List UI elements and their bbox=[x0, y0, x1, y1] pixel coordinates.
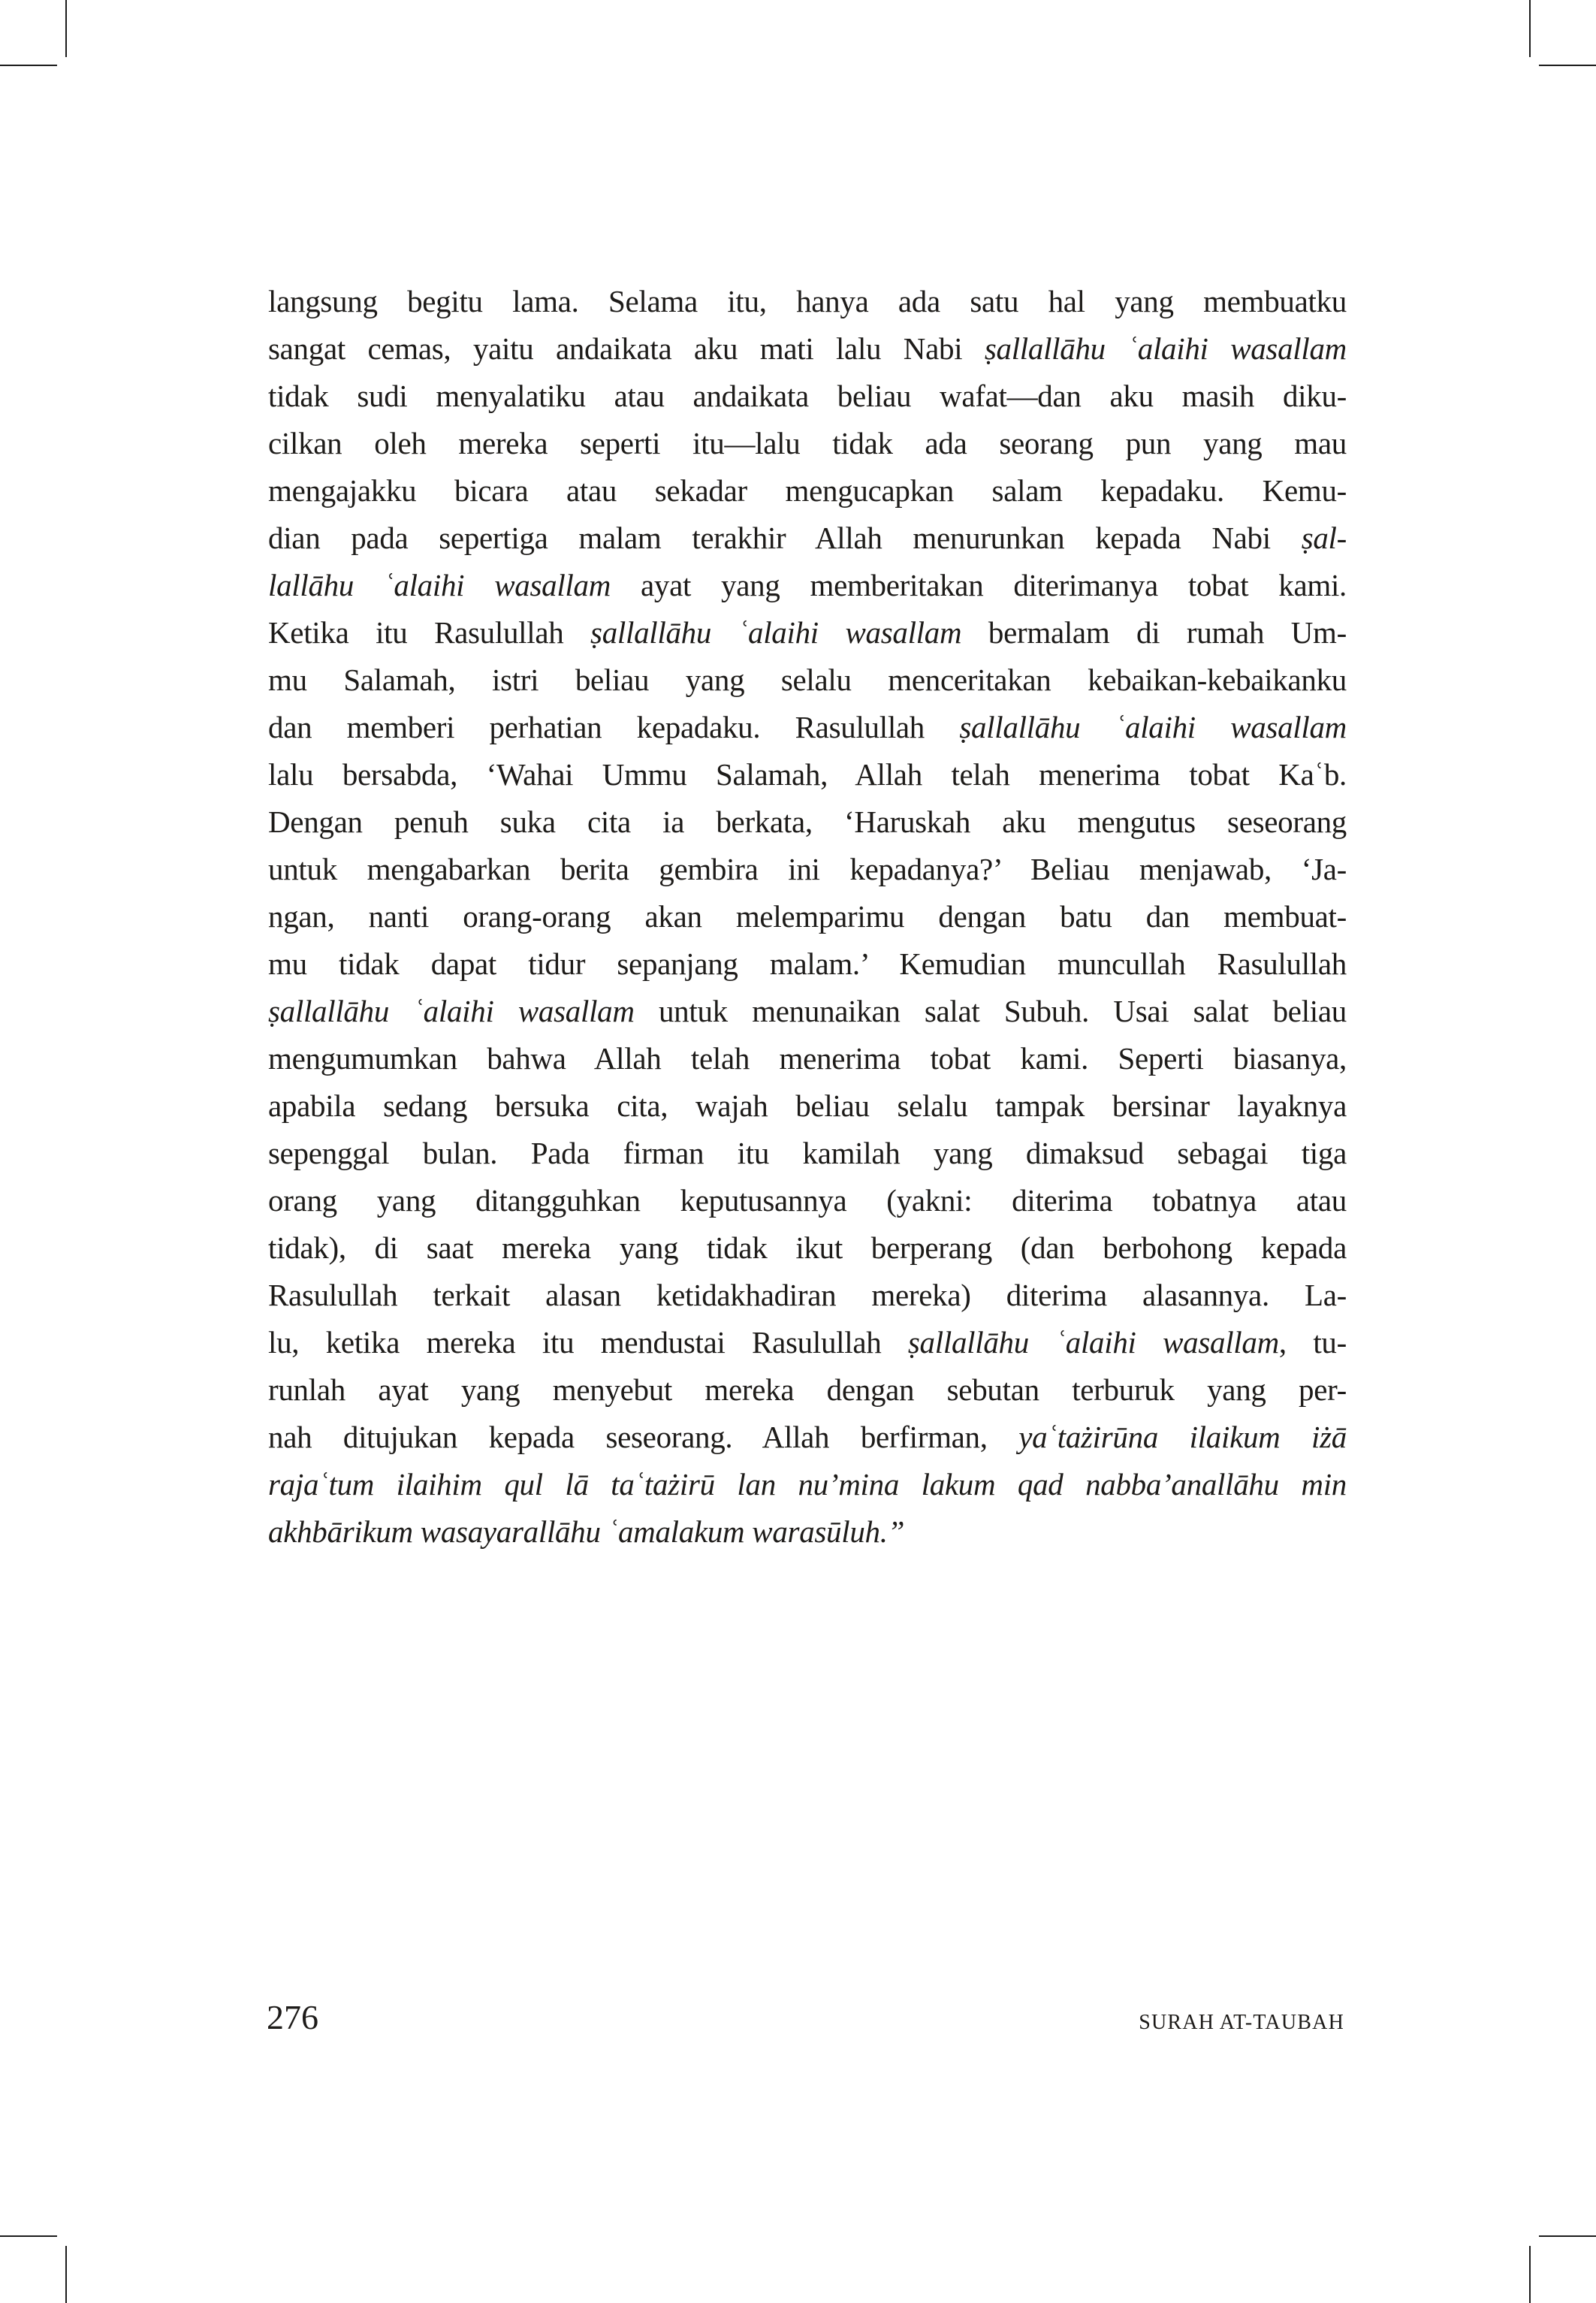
text-line bbox=[268, 1414, 1347, 1461]
text-line bbox=[268, 325, 1347, 373]
text-line bbox=[268, 1130, 1347, 1177]
body-segment: sangat cemas, yaitu andaikata aku mati lalu Nabi bbox=[268, 331, 985, 366]
text-line bbox=[268, 420, 1347, 467]
page-number: 276 bbox=[267, 1998, 318, 2036]
body-segment: tidak), di saat mereka yang tidak ikut berperang (dan berbohong kepada bbox=[268, 1230, 1347, 1265]
text-line bbox=[268, 846, 1347, 893]
crop-mark-bottom-right-vertical bbox=[1529, 2246, 1531, 2303]
body-text bbox=[268, 278, 1347, 1556]
text-line bbox=[268, 278, 1347, 325]
text-line bbox=[268, 1035, 1347, 1082]
transliteration-italic-segment: ṣal- bbox=[1301, 521, 1347, 555]
body-segment: untuk menunaikan salat Subuh. Usai salat beliau bbox=[634, 994, 1347, 1028]
text-line bbox=[268, 751, 1347, 798]
text-line bbox=[268, 1177, 1347, 1224]
running-header: SURAH AT-TAUBAH bbox=[1139, 2011, 1344, 2034]
body-segment: Rasulullah terkait alasan ketidakhadiran mereka) diterima alasannya. La- bbox=[268, 1278, 1347, 1312]
body-segment: sepenggal bulan. Pada firman itu kamilah yang dimaksud sebagai tiga bbox=[268, 1136, 1347, 1170]
body-segment: orang yang ditangguhkan keputusannya (yakni: diterima tobatnya atau bbox=[268, 1183, 1347, 1218]
transliteration-italic-segment: ṣallallāhu ʿalaihi wasallam bbox=[959, 710, 1347, 744]
body-segment: apabila sedang bersuka cita, wajah beliau selalu tampak bersinar layaknya bbox=[268, 1088, 1347, 1123]
body-segment: runlah ayat yang menyebut mereka dengan sebutan terburuk yang per- bbox=[268, 1372, 1347, 1407]
body-segment: ayat yang memberitakan diterimanya tobat kami. bbox=[611, 568, 1347, 602]
body-segment: , tu- bbox=[1278, 1325, 1347, 1360]
text-line bbox=[268, 1366, 1347, 1414]
body-segment: lu, ketika mereka itu mendustai Rasulullah bbox=[268, 1325, 908, 1360]
text-line bbox=[268, 515, 1347, 562]
text-line bbox=[268, 562, 1347, 609]
body-segment: mu tidak dapat tidur sepanjang malam.’ Kemudian muncullah Rasulullah bbox=[268, 946, 1347, 981]
text-line bbox=[268, 467, 1347, 515]
transliteration-italic-segment: ṣallallāhu ʿalaihi wasallam bbox=[984, 331, 1347, 366]
text-line bbox=[268, 609, 1347, 656]
crop-mark-bottom-left-horizontal bbox=[0, 2235, 57, 2237]
body-segment: lalu bersabda, ‘Wahai Ummu Salamah, Allah telah menerima tobat Kaʿb. bbox=[268, 757, 1347, 792]
crop-mark-top-right-vertical bbox=[1529, 0, 1531, 57]
body-segment: mengajakku bicara atau sekadar mengucapkan salam kepadaku. Kemu- bbox=[268, 473, 1347, 508]
text-line bbox=[268, 373, 1347, 420]
text-line bbox=[268, 988, 1347, 1035]
text-line bbox=[268, 1224, 1347, 1272]
transliteration-italic-segment: rajaʿtum ilaihim qul lā taʿtażirū lan nu’mina lakum qad nabba’anallāhu min bbox=[268, 1467, 1347, 1502]
body-segment: mengumumkan bahwa Allah telah menerima tobat kami. Seperti biasanya, bbox=[268, 1041, 1347, 1076]
transliteration-italic-segment: lallāhu ʿalaihi wasallam bbox=[268, 568, 611, 602]
body-segment: mu Salamah, istri beliau yang selalu menceritakan kebaikan-kebaikanku bbox=[268, 663, 1347, 697]
body-segment: cilkan oleh mereka seperti itu—lalu tidak ada seorang pun yang mau bbox=[268, 426, 1347, 460]
text-line bbox=[268, 704, 1347, 751]
body-segment: langsung begitu lama. Selama itu, hanya ada satu hal yang membuatku bbox=[268, 284, 1347, 318]
crop-mark-top-left-horizontal bbox=[0, 65, 57, 66]
body-segment: ngan, nanti orang-orang akan melemparimu dengan batu dan membuat- bbox=[268, 899, 1347, 934]
body-segment: nah ditujukan kepada seseorang. Allah berfirman, bbox=[268, 1420, 1019, 1454]
transliteration-italic-segment: ṣallallāhu ʿalaihi wasallam bbox=[590, 615, 962, 650]
body-segment: Ketika itu Rasulullah bbox=[268, 615, 591, 650]
body-segment: tidak sudi menyalatiku atau andaikata beliau wafat—dan aku masih diku- bbox=[268, 379, 1347, 413]
body-segment: Dengan penuh suka cita ia berkata, ‘Haruskah aku mengutus seseorang bbox=[268, 804, 1347, 839]
text-line bbox=[268, 656, 1347, 704]
body-segment: dian pada sepertiga malam terakhir Allah menurunkan kepada Nabi bbox=[268, 521, 1302, 555]
text-line bbox=[268, 1461, 1347, 1508]
crop-mark-bottom-right-horizontal bbox=[1539, 2235, 1596, 2237]
transliteration-italic-segment: akhbārikum wasayarallāhu ʿamalakum warasūluh.” bbox=[268, 1514, 905, 1549]
transliteration-italic-segment: yaʿtażirūna ilaikum iżā bbox=[1018, 1420, 1347, 1454]
text-line bbox=[268, 798, 1347, 846]
text-line bbox=[268, 1508, 1347, 1556]
body-segment: bermalam di rumah Um- bbox=[961, 615, 1347, 650]
text-line bbox=[268, 1082, 1347, 1130]
body-segment: dan memberi perhatian kepadaku. Rasulullah bbox=[268, 710, 960, 744]
body-segment: untuk mengabarkan berita gembira ini kepadanya?’ Beliau menjawab, ‘Ja- bbox=[268, 852, 1347, 886]
crop-mark-bottom-left-vertical bbox=[65, 2246, 67, 2303]
text-line bbox=[268, 940, 1347, 988]
text-line bbox=[268, 1319, 1347, 1366]
transliteration-italic-segment: ṣallallāhu ʿalaihi wasallam bbox=[907, 1325, 1279, 1360]
crop-mark-top-left-vertical bbox=[65, 0, 67, 57]
crop-mark-top-right-horizontal bbox=[1539, 65, 1596, 66]
text-line bbox=[268, 1272, 1347, 1319]
text-line bbox=[268, 893, 1347, 940]
transliteration-italic-segment: ṣallallāhu ʿalaihi wasallam bbox=[268, 994, 635, 1028]
